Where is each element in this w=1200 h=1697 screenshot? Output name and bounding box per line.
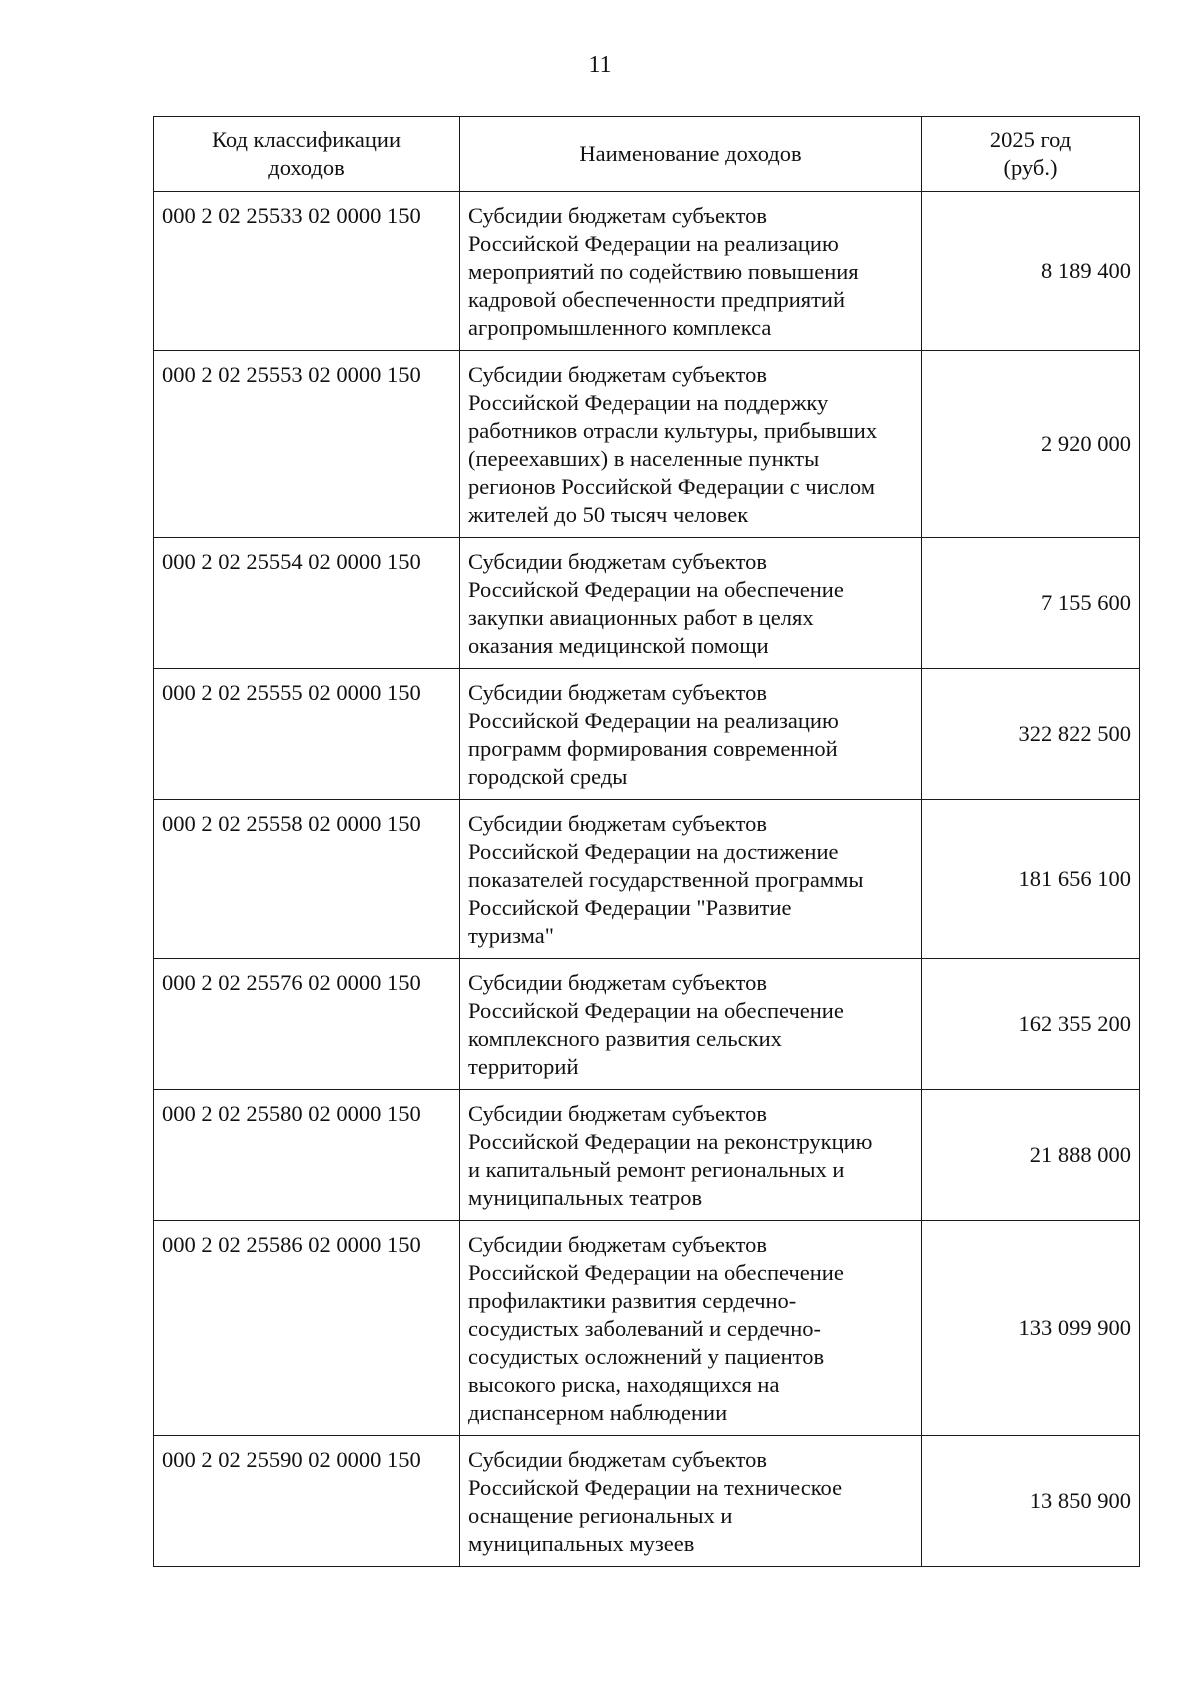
table-row <box>154 1221 1140 1436</box>
income-name-cell <box>460 800 922 959</box>
income-name-line: Субсидии бюджетам субъектов <box>468 811 767 836</box>
table-row <box>154 538 1140 669</box>
income-name-line: Российской Федерации на реализацию <box>468 231 839 256</box>
income-name-line: Российской Федерации на обеспечение <box>468 998 844 1023</box>
income-name-line: Субсидии бюджетам субъектов <box>468 362 767 387</box>
income-name-line: сосудистых заболеваний и сердечно- <box>468 1316 822 1341</box>
amount-cell: 322 822 500 <box>922 669 1140 800</box>
income-name-line: агропромышленного комплекса <box>468 315 772 340</box>
table-row <box>154 351 1140 538</box>
income-table <box>153 116 1140 1567</box>
income-name-line: Российской Федерации на реконструкцию <box>468 1129 873 1154</box>
income-name-line: Российской Федерации на реализацию <box>468 708 839 733</box>
header-year-line: (руб.) <box>1003 155 1058 180</box>
income-name-line: Субсидии бюджетам субъектов <box>468 970 767 995</box>
income-name-line: территорий <box>468 1054 579 1079</box>
header-name: Наименование доходов <box>460 117 922 192</box>
income-name-line: (переехавших) в населенные пункты <box>468 446 820 471</box>
income-name-line: Российской Федерации на обеспечение <box>468 1260 844 1285</box>
income-name-line: показателей государственной программы <box>468 867 864 892</box>
income-name-cell <box>460 538 922 669</box>
income-name-cell <box>460 669 922 800</box>
income-name-cell <box>460 351 922 538</box>
table-row <box>154 192 1140 351</box>
income-name-cell <box>460 1090 922 1221</box>
income-name-line: Субсидии бюджетам субъектов <box>468 680 767 705</box>
classification-code-cell: 000 2 02 25590 02 0000 150 <box>154 1436 460 1567</box>
table-header-row <box>154 117 1140 192</box>
income-name-line: программ формирования современной <box>468 736 838 761</box>
income-name-line: Субсидии бюджетам субъектов <box>468 549 767 574</box>
classification-code-cell: 000 2 02 25533 02 0000 150 <box>154 192 460 351</box>
income-name-line: туризма" <box>468 923 554 948</box>
table-body <box>154 192 1140 1567</box>
classification-code-cell: 000 2 02 25555 02 0000 150 <box>154 669 460 800</box>
income-name-line: Российской Федерации на достижение <box>468 839 839 864</box>
classification-code-cell: 000 2 02 25586 02 0000 150 <box>154 1221 460 1436</box>
amount-cell: 181 656 100 <box>922 800 1140 959</box>
income-name-line: закупки авиационных работ в целях <box>468 605 814 630</box>
income-name-line: регионов Российской Федерации с числом <box>468 474 875 499</box>
header-year <box>922 117 1140 192</box>
table-row <box>154 1090 1140 1221</box>
income-name-line: Субсидии бюджетам субъектов <box>468 1447 767 1472</box>
header-code-line: Код классификации <box>211 127 402 152</box>
amount-cell: 21 888 000 <box>922 1090 1140 1221</box>
header-year-line: 2025 год <box>989 127 1072 152</box>
page-number: 11 <box>588 52 612 78</box>
classification-code-cell: 000 2 02 25580 02 0000 150 <box>154 1090 460 1221</box>
classification-code-cell: 000 2 02 25553 02 0000 150 <box>154 351 460 538</box>
table-row <box>154 1436 1140 1567</box>
income-name-line: Российской Федерации "Развитие <box>468 895 792 920</box>
income-name-line: Субсидии бюджетам субъектов <box>468 1232 767 1257</box>
income-name-line: работников отрасли культуры, прибывших <box>468 418 878 443</box>
income-name-line: жителей до 50 тысяч человек <box>468 502 749 527</box>
income-name-line: сосудистых осложнений у пациентов <box>468 1344 825 1369</box>
header-code-line: доходов <box>268 155 345 180</box>
income-name-cell <box>460 1221 922 1436</box>
amount-cell: 8 189 400 <box>922 192 1140 351</box>
income-name-line: муниципальных театров <box>468 1185 703 1210</box>
amount-cell: 133 099 900 <box>922 1221 1140 1436</box>
amount-cell: 7 155 600 <box>922 538 1140 669</box>
income-name-line: Российской Федерации на поддержку <box>468 390 829 415</box>
income-name-line: Субсидии бюджетам субъектов <box>468 203 767 228</box>
amount-cell: 2 920 000 <box>922 351 1140 538</box>
income-name-cell <box>460 192 922 351</box>
income-name-line: профилактики развития сердечно- <box>468 1288 797 1313</box>
income-name-line: комплексного развития сельских <box>468 1026 782 1051</box>
income-name-line: Субсидии бюджетам субъектов <box>468 1101 767 1126</box>
income-name-line: Российской Федерации на обеспечение <box>468 577 844 602</box>
income-name-line: муниципальных музеев <box>468 1531 695 1556</box>
classification-code-cell: 000 2 02 25558 02 0000 150 <box>154 800 460 959</box>
table-row <box>154 959 1140 1090</box>
amount-cell: 13 850 900 <box>922 1436 1140 1567</box>
income-name-line: Российской Федерации на техническое <box>468 1475 843 1500</box>
income-name-cell <box>460 1436 922 1567</box>
income-name-line: оказания медицинской помощи <box>468 633 769 658</box>
income-name-line: городской среды <box>468 764 628 789</box>
income-name-line: мероприятий по содействию повышения <box>468 259 859 284</box>
income-name-line: кадровой обеспеченности предприятий <box>468 287 846 312</box>
income-name-line: оснащение региональных и <box>468 1503 733 1528</box>
classification-code-cell: 000 2 02 25554 02 0000 150 <box>154 538 460 669</box>
income-name-cell <box>460 959 922 1090</box>
classification-code-cell: 000 2 02 25576 02 0000 150 <box>154 959 460 1090</box>
income-name-line: диспансерном наблюдении <box>468 1400 728 1425</box>
income-name-line: высокого риска, находящихся на <box>468 1372 780 1397</box>
table-row <box>154 669 1140 800</box>
income-name-line: и капитальный ремонт региональных и <box>468 1157 845 1182</box>
header-code <box>154 117 460 192</box>
amount-cell: 162 355 200 <box>922 959 1140 1090</box>
table-row <box>154 800 1140 959</box>
